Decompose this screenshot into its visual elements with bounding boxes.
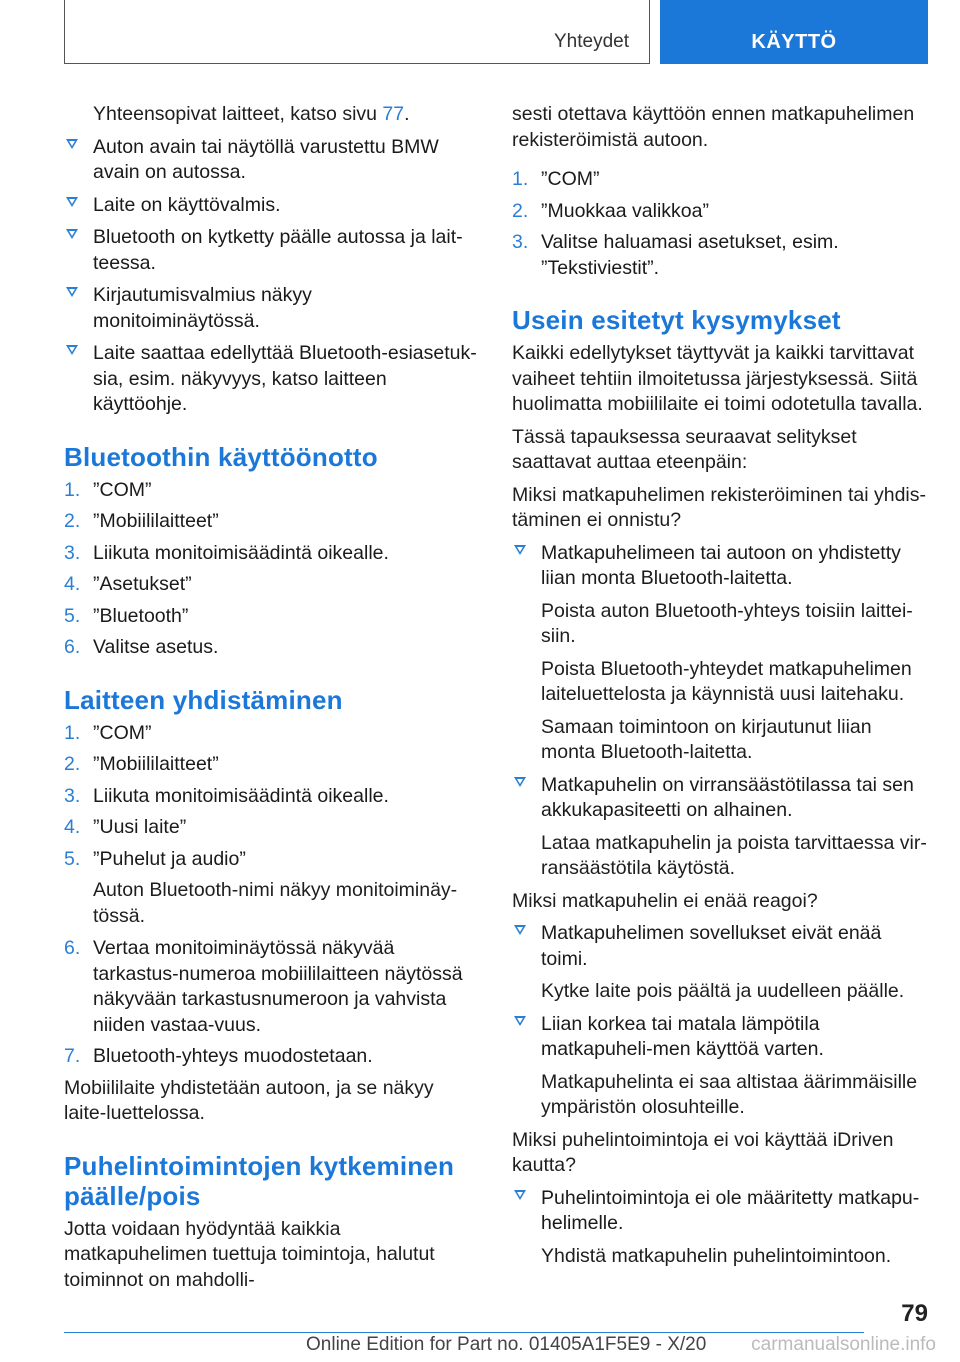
triangle-bullet-icon — [66, 197, 78, 207]
list-item: Laite saattaa edellyttää Bluetooth-esiasetuk-sia, esim. näkyvyys, katso laitteen käyttöohje. — [64, 341, 480, 418]
compat-note: Yhteensopivat laitteet, katso sivu 77. — [93, 103, 410, 125]
faq-answer: Lataa matkapuhelin ja poista tarvittaessa vir-ransäästötila käytöstä. — [541, 831, 927, 879]
triangle-bullet-icon — [66, 287, 78, 297]
step-item: 2. ”Muokkaa valikkoa” — [512, 199, 709, 222]
step-note: Auton Bluetooth-nimi näkyy monitoiminäy-tössä. — [93, 879, 458, 927]
triangle-bullet-icon — [514, 1190, 526, 1200]
paragraph: Jotta voidaan hyödyntää kaikkia matkapuhelimen tuettuja toimintoja, halutut toiminnot on mahdolli- — [64, 1217, 435, 1291]
page-number: 79 — [901, 1300, 928, 1327]
paragraph: sesti otettava käyttöön ennen matkapuhelimen rekisteröimistä autoon. — [512, 103, 915, 151]
faq-answer: Samaan toimintoon on kirjautunut liian monta Bluetooth-laitetta. — [541, 715, 872, 763]
faq-question: Miksi matkapuhelimen rekisteröiminen tai yhdis-täminen ei onnistu? — [512, 483, 926, 531]
triangle-bullet-icon — [66, 229, 78, 239]
step-item: 1. ”COM” — [64, 721, 152, 744]
paragraph: Kaikki edellytykset täyttyvät ja kaikki tarvittavat vaiheet tehtiin ilmoitetussa järjestyksessä. Siitä huolimatta mobiililaite ei toimi odotetulla tavalla. — [512, 342, 923, 415]
triangle-bullet-icon — [514, 777, 526, 787]
page-header — [64, 0, 928, 64]
heading-connect-device: Laitteen yhdistäminen — [64, 684, 343, 715]
step-item: 3. Valitse haluamasi asetukset, esim. ”Tekstiviestit”. — [512, 231, 839, 279]
list-item: Auton avain tai näytöllä varustettu BMW avain on autossa. — [64, 135, 480, 186]
step-item: 4. ”Asetukset” — [64, 573, 192, 595]
heading-phone-functions: Puhelintoimintojen kytkeminen päälle/pois — [64, 1150, 455, 1211]
list-item: Laite on käyttövalmis. — [64, 193, 480, 219]
edition-text: Online Edition for Part no. 01405A1F5E9 - X/20 — [306, 1334, 707, 1355]
list-item: Matkapuhelimen sovellukset eivät enää toimi. — [512, 921, 928, 972]
faq-answer: Yhdistä matkapuhelin puhelintoimintoon. — [541, 1244, 892, 1267]
triangle-bullet-icon — [66, 139, 78, 149]
triangle-bullet-icon — [514, 925, 526, 935]
heading-bluetooth-setup: Bluetoothin käyttöönotto — [64, 441, 378, 472]
section-title: Yhteydet — [554, 31, 629, 52]
page-link-77[interactable]: 77 — [382, 103, 405, 125]
list-item: Liian korkea tai matala lämpötila matkapuheli-men käyttöä varten. — [512, 1012, 928, 1063]
step-item: 6. Vertaa monitoiminäytössä näkyvää tarkastus-numeroa mobiililaitteen näytössä näkyvään tarkastusnumeroon ja vahvista niiden vastaa-vuus. — [64, 937, 463, 1036]
step-item: 7. Bluetooth-yhteys muodostetaan. — [64, 1045, 373, 1067]
faq-answer: Matkapuhelinta ei saa altistaa äärimmäisille ympäristön olosuhteille. — [541, 1070, 918, 1118]
triangle-bullet-icon — [514, 545, 526, 555]
faq-question: Miksi puhelintoimintoja ei voi käyttää iDriven kautta? — [512, 1128, 894, 1176]
footer-divider — [64, 1332, 864, 1333]
step-item: 5. ”Puhelut ja audio” — [64, 847, 246, 870]
step-item: 3. Liikuta monitoimisäädintä oikealle. — [64, 541, 389, 564]
list-item: Puhelintoimintoja ei ole määritetty matkapu-helimelle. — [512, 1186, 928, 1237]
step-item: 4. ”Uusi laite” — [64, 816, 187, 838]
step-item: 5. ”Bluetooth” — [64, 604, 189, 627]
faq-answer: Poista auton Bluetooth-yhteys toisiin laittei-siin. — [541, 599, 913, 647]
step-item: 3. Liikuta monitoimisäädintä oikealle. — [64, 784, 389, 807]
faq-answer: Poista Bluetooth-yhteydet matkapuhelimen laiteluettelosta ja käynnistä uusi laitehaku. — [541, 657, 912, 705]
chapter-tab-label: KÄYTTÖ — [751, 31, 837, 53]
step-item: 1. ”COM” — [512, 168, 600, 190]
heading-faq: Usein esitetyt kysymykset — [512, 305, 841, 335]
faq-answer: Kytke laite pois päältä ja uudelleen päälle. — [541, 980, 905, 1002]
step-item: 2. ”Mobiililaitteet” — [64, 510, 219, 532]
chapter-tab[interactable] — [660, 0, 928, 64]
section-header-box — [64, 0, 650, 64]
step-item: 1. ”COM” — [64, 478, 152, 501]
list-item: Kirjautumisvalmius näkyy monitoiminäytössä. — [64, 283, 480, 334]
step-item: 2. ”Mobiililaitteet” — [64, 753, 219, 775]
triangle-bullet-icon — [514, 1016, 526, 1026]
paragraph: Mobiililaite yhdistetään autoon, ja se näkyy laite-luettelossa. — [64, 1076, 434, 1124]
right-column — [512, 102, 928, 1276]
list-item: Matkapuhelimeen tai autoon on yhdistetty liian monta Bluetooth-laitetta. — [512, 541, 928, 592]
left-column — [64, 102, 480, 1300]
faq-question: Miksi matkapuhelin ei enää reagoi? — [512, 889, 818, 912]
watermark: carmanualsonline.info — [751, 1334, 936, 1355]
step-item: 6. Valitse asetus. — [64, 636, 219, 658]
list-item: Bluetooth on kytketty päälle autossa ja lait-teessa. — [64, 225, 480, 276]
triangle-bullet-icon — [66, 345, 78, 355]
list-item: Matkapuhelin on virransäästötilassa tai sen akkukapasiteetti on alhainen. — [512, 773, 928, 824]
paragraph: Tässä tapauksessa seuraavat selitykset saattavat auttaa eteenpäin: — [512, 425, 857, 473]
